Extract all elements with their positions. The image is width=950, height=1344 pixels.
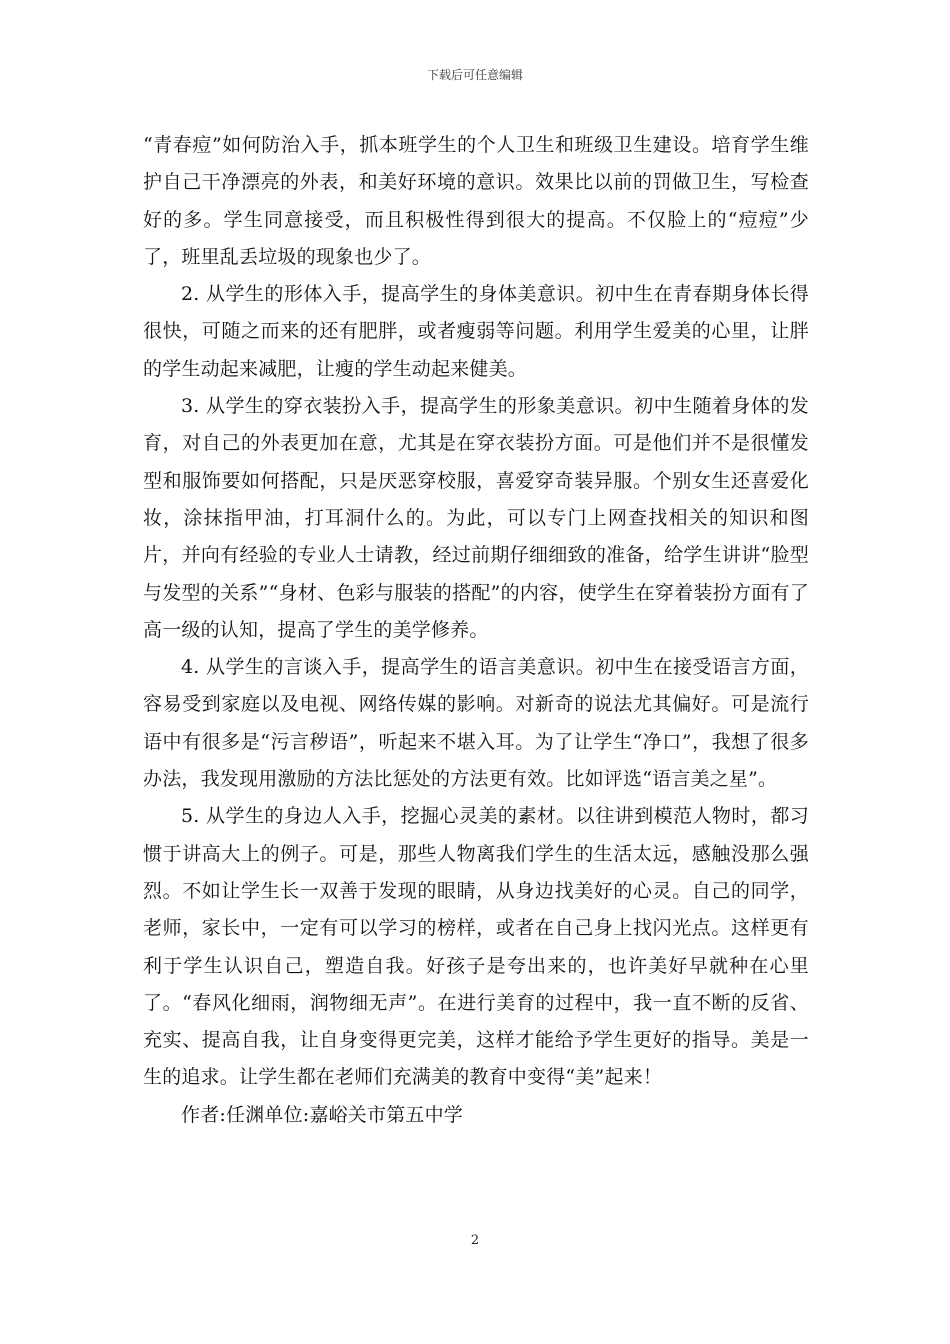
paragraph-point-4: 4. 从学生的言谈入手，提高学生的语言美意识。初中生在接受语言方面，容易受到家庭以及电视、网络传媒的影响。对新奇的说法尤其偏好。可是流行语中有很多是“污言秽语”，听起来不堪入耳。为了让学生“净口”，我想了很多办法，我发现用激励的方法比惩处的方法更有效。比如评选“语言美之星”。 bbox=[143, 656, 809, 791]
author-line: 作者:任渊单位:嘉峪关市第五中学 bbox=[181, 1103, 464, 1126]
paragraph-point-2: 2. 从学生的形体入手，提高学生的身体美意识。初中生在青春期身体长得很快，可随之而来的还有肥胖，或者瘦弱等问题。利用学生爱美的心里，让胖的学生动起来减肥，让瘦的学生动起来健美。 bbox=[143, 283, 809, 380]
paragraph-point-5: 5. 从学生的身边人入手，挖掘心灵美的素材。以往讲到模范人物时，都习惯于讲高大上的例子。可是，那些人物离我们学生的生活太远，感触没那么强烈。不如让学生长一双善于发现的眼睛，从身边找美好的心灵。自己的同学，老师，家长中，一定有可以学习的榜样，或者在自己身上找闪光点。这样更有利于学生认识自己，塑造自我。好孩子是夸出来的，也许美好早就种在心里了。“春风化细雨，润物细无声”。在进行美育的过程中，我一直不断的反省、充实、提高自我，让自身变得更完美，这样才能给予学生更好的指导。美是一生的追求。让学生都在老师们充满美的教育中变得“美”起来！ bbox=[143, 805, 809, 1089]
paragraph-point-3: 3. 从学生的穿衣装扮入手，提高学生的形象美意识。初中生随着身体的发育，对自己的外表更加在意，尤其是在穿衣装扮方面。可是他们并不是很懂发型和服饰要如何搭配，只是厌恶穿校服，喜爱穿奇装异服。个别女生还喜爱化妆，涂抹指甲油，打耳洞什么的。为此，可以专门上网查找相关的知识和图片，并向有经验的专业人士请教，经过前期仔细细致的准备，给学生讲讲“脸型与发型的关系”“身材、色彩与服装的搭配”的内容，使学生在穿着装扮方面有了高一级的认知，提高了学生的美学修养。 bbox=[143, 395, 809, 641]
paragraph-intro: “青春痘”如何防治入手，抓本班学生的个人卫生和班级卫生建设。培育学生维护自己干净漂亮的外表，和美好环境的意识。效果比以前的罚做卫生，写检查好的多。学生同意接受，而且积极性得到很大的提高。不仅脸上的“痘痘”少了，班里乱丢垃圾的现象也少了。 bbox=[143, 134, 809, 268]
document-body bbox=[143, 127, 809, 1134]
page-header: 下载后可任意编辑 bbox=[426, 68, 523, 82]
page-number: 2 bbox=[470, 1233, 480, 1248]
